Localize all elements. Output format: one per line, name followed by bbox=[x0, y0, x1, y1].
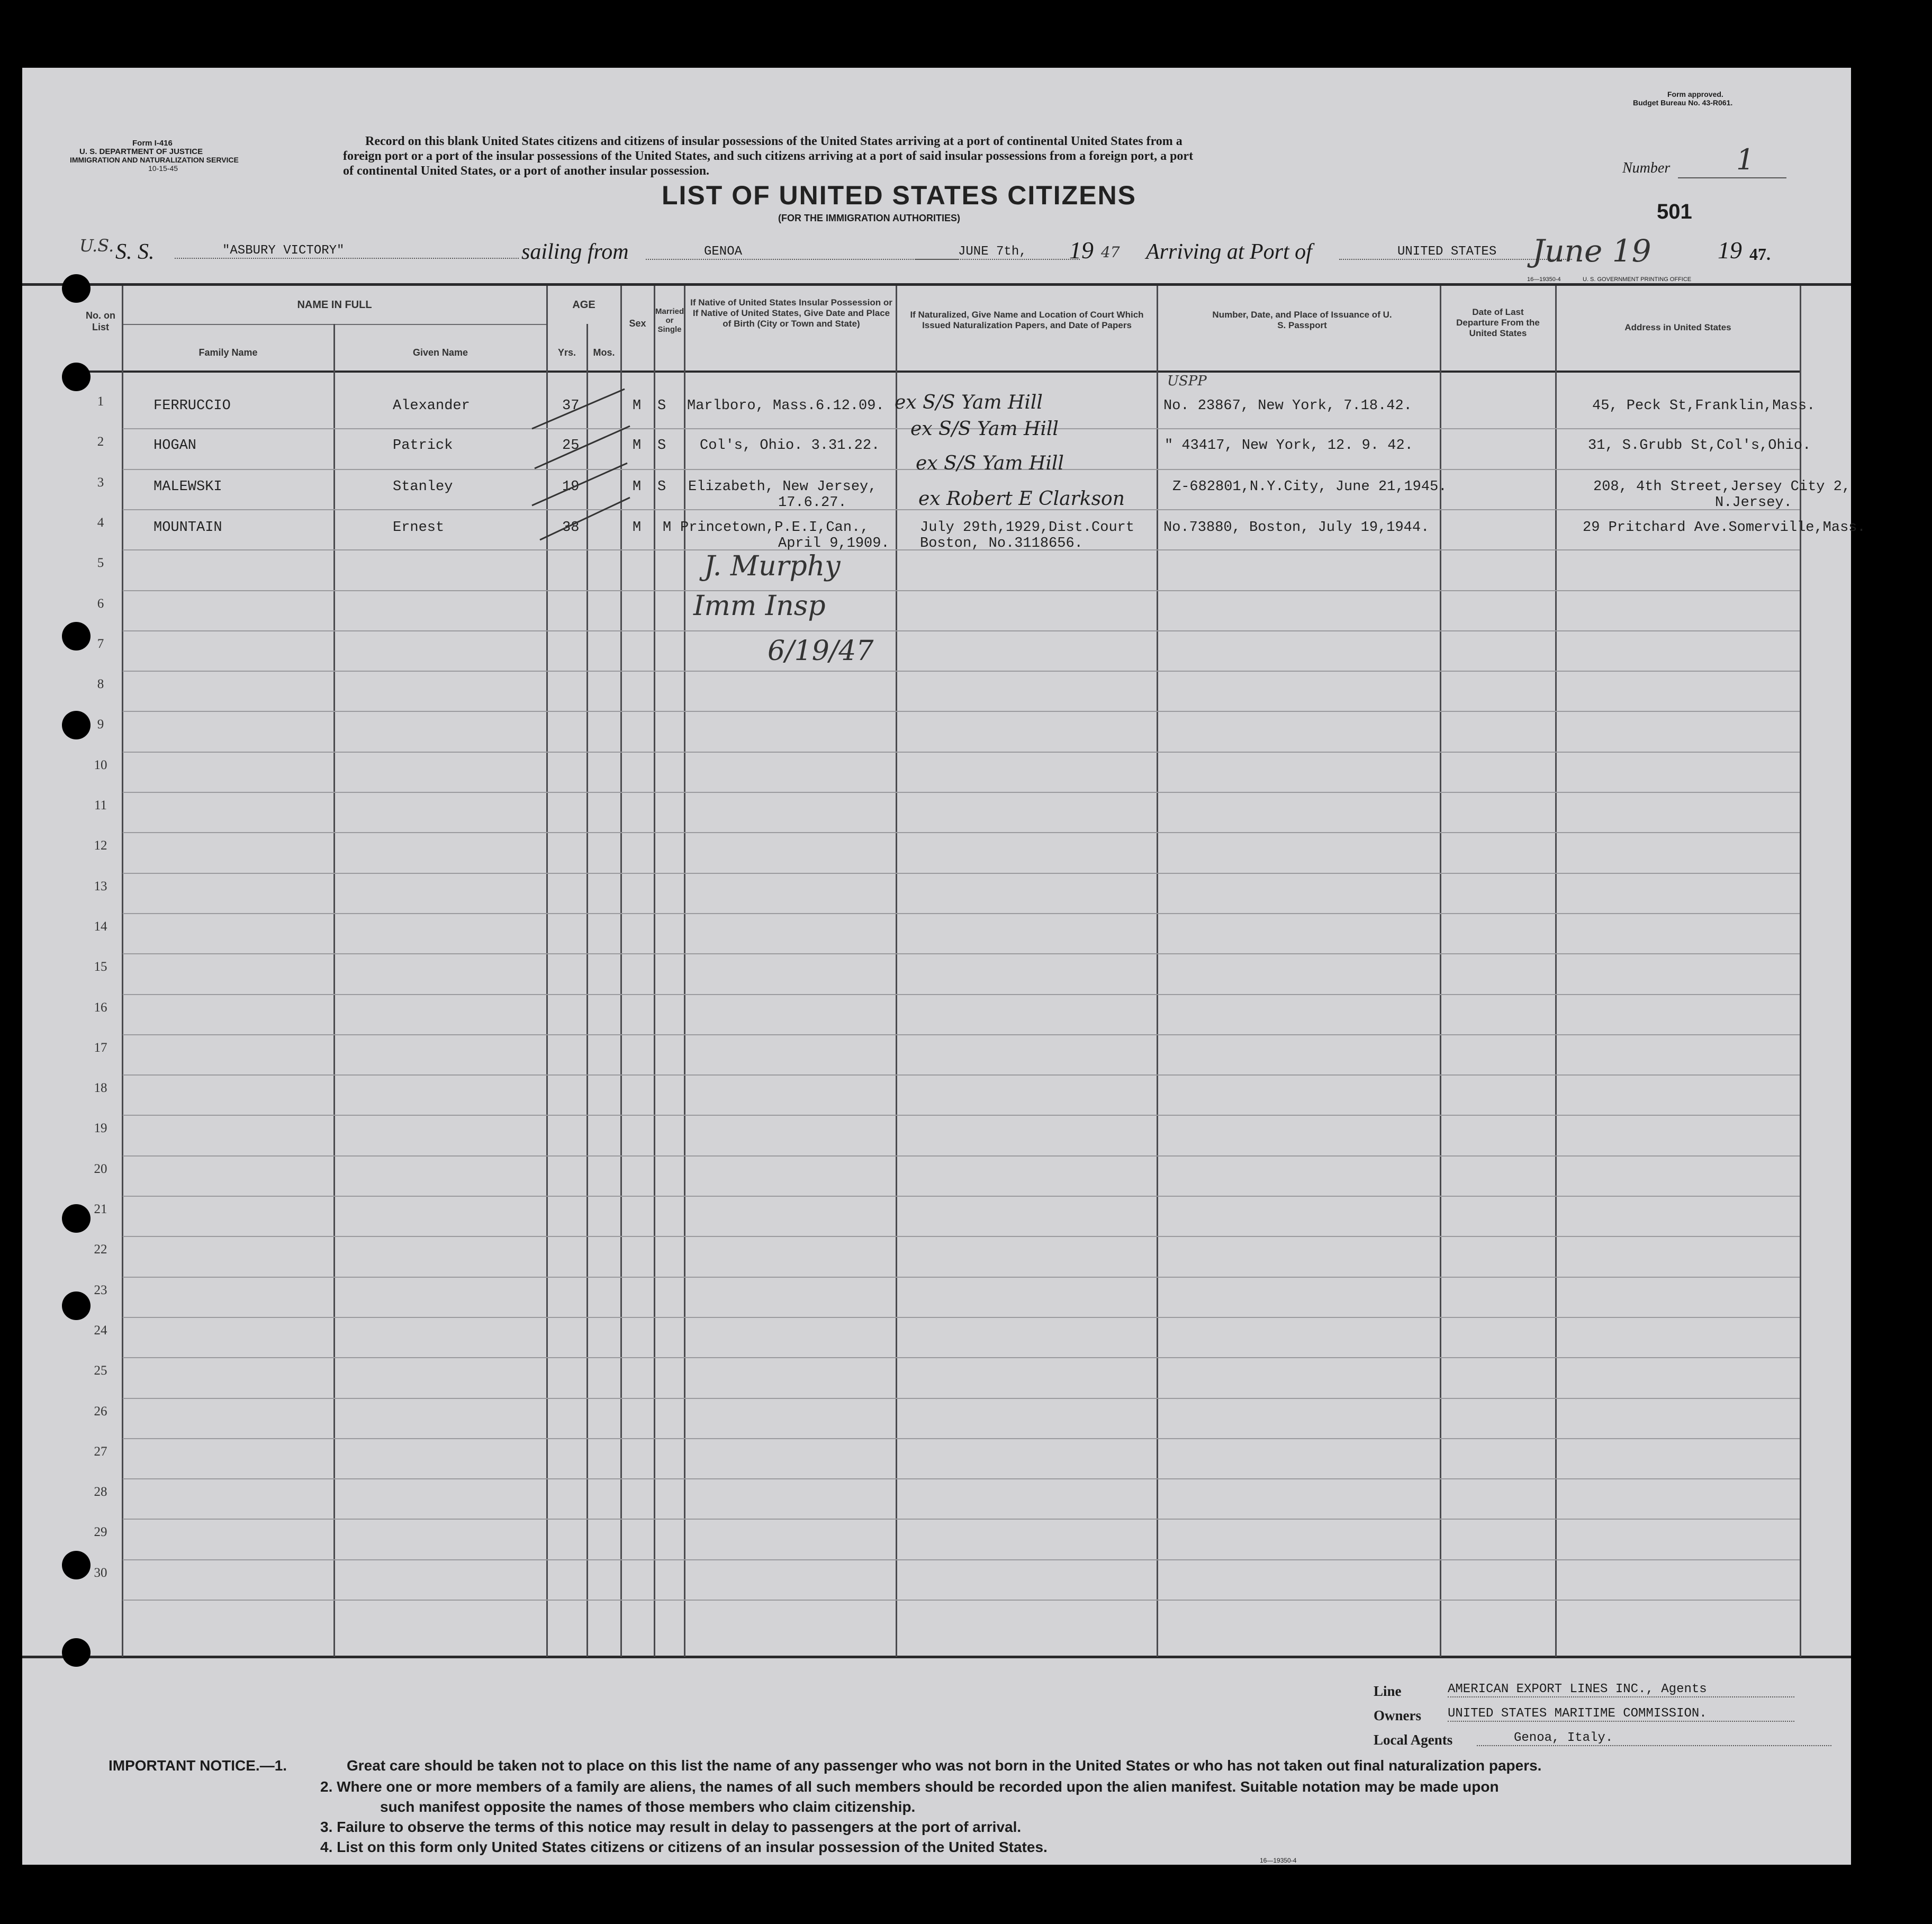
row-number: 15 bbox=[94, 960, 107, 974]
notice-heading: IMPORTANT NOTICE.—1. bbox=[109, 1757, 287, 1774]
row-rule bbox=[123, 1034, 1800, 1035]
inspector-signature: J. Murphy bbox=[704, 550, 841, 582]
birth-place: Marlboro, Mass.6.12.09. bbox=[687, 398, 884, 414]
ss-label: S. S. bbox=[115, 240, 155, 264]
row-rule bbox=[123, 1236, 1800, 1237]
naturalization-line-2: Boston, No.3118656. bbox=[920, 536, 1083, 552]
birth-place: Elizabeth, New Jersey, bbox=[688, 479, 877, 495]
family-name: MALEWSKI bbox=[154, 479, 222, 495]
address: 45, Peck St,Franklin,Mass. bbox=[1592, 398, 1816, 414]
row-number: 11 bbox=[94, 798, 107, 812]
row-rule bbox=[123, 1438, 1800, 1439]
punch-hole bbox=[62, 1638, 91, 1667]
form-approved: Form approved. bbox=[1667, 90, 1723, 98]
header-mos: Mos. bbox=[593, 347, 615, 358]
header-address: Address in United States bbox=[1624, 322, 1731, 332]
row-rule bbox=[123, 711, 1800, 712]
port-to-value: UNITED STATES bbox=[1339, 245, 1572, 260]
passport: " 43417, New York, 12. 9. 42. bbox=[1164, 438, 1413, 454]
row-rule bbox=[123, 1357, 1800, 1358]
notice-item-3: 3. Failure to observe the terms of this notice may result in delay to passengers at the port of arrival. bbox=[320, 1819, 1022, 1835]
col-line-native bbox=[896, 286, 897, 1657]
print-code: 16—19350-4 bbox=[1527, 276, 1561, 283]
row-number: 14 bbox=[94, 919, 107, 934]
row-number: 7 bbox=[97, 636, 104, 651]
row-rule bbox=[123, 1155, 1800, 1157]
owners-label: Owners bbox=[1374, 1708, 1421, 1723]
row-rule bbox=[123, 1196, 1800, 1197]
row-number: 24 bbox=[94, 1323, 107, 1338]
notice-item-2: 2. Where one or more members of a family are aliens, the names of all such members should be recorded upon the alien manifest. Suitable notation may be made upon bbox=[320, 1778, 1499, 1795]
line-label: Line bbox=[1374, 1683, 1402, 1699]
row-rule bbox=[123, 1600, 1800, 1601]
col-line-natur bbox=[1157, 286, 1158, 1657]
passport: No.73880, Boston, July 19,1944. bbox=[1163, 520, 1430, 536]
owners-value: UNITED STATES MARITIME COMMISSION. bbox=[1448, 1706, 1794, 1722]
sex: M bbox=[633, 479, 642, 495]
punch-hole bbox=[62, 1291, 91, 1320]
given-name: Patrick bbox=[393, 438, 453, 454]
instruction-line-2: foreign port or a port of the insular possessions of the United States, and such citizens arriving at a port of said insular possessions from a foreign port, a port bbox=[343, 149, 1194, 163]
header-bottom-rule bbox=[85, 371, 1800, 373]
row-rule bbox=[123, 671, 1800, 672]
header-naturalized: If Naturalized, Give Name and Location of Court Which Issued Naturalization Papers, and Date of Papers bbox=[910, 310, 1144, 330]
us-mark: U.S. bbox=[79, 236, 114, 256]
passport: No. 23867, New York, 7.18.42. bbox=[1163, 398, 1412, 414]
birth-date: April 9,1909. bbox=[778, 536, 890, 552]
arriving-label: Arriving at Port of bbox=[1146, 240, 1312, 264]
port-from bbox=[646, 245, 958, 260]
row-number: 9 bbox=[97, 717, 104, 732]
row-rule bbox=[123, 873, 1800, 874]
family-name: FERRUCCIO bbox=[154, 398, 231, 414]
instruction-line-1: Record on this blank United States citizens and citizens of insular possessions of the United States arriving at a port of continental United States from a bbox=[365, 134, 1182, 148]
row-number: 5 bbox=[97, 556, 104, 571]
row-number: 18 bbox=[94, 1081, 107, 1096]
punch-hole bbox=[62, 1204, 91, 1233]
passport: Z-682801,N.Y.City, June 21,1945. bbox=[1172, 479, 1447, 495]
row-number: 26 bbox=[94, 1404, 107, 1419]
sail-date-value: JUNE 7th, bbox=[916, 245, 1080, 260]
col-line-marital bbox=[684, 286, 685, 1657]
header-departure: Date of Last Departure From the United States bbox=[1456, 307, 1540, 338]
age-years: 19 bbox=[562, 479, 580, 495]
row-number: 20 bbox=[94, 1161, 107, 1176]
row-rule bbox=[123, 953, 1800, 954]
row-rule bbox=[123, 1519, 1800, 1520]
local-agents-label: Local Agents bbox=[1374, 1732, 1453, 1748]
sex: M bbox=[633, 438, 642, 454]
col-line-departure bbox=[1555, 286, 1557, 1657]
age-years: 37 bbox=[562, 398, 580, 414]
header-native: If Native of United States Insular Possession or If Native of United States, Give Date and Place of Birth (City or Town and State) bbox=[690, 297, 892, 329]
arrive-year-prefix: 19 bbox=[1718, 237, 1742, 264]
row-rule bbox=[123, 1115, 1800, 1116]
header-no: No. on List bbox=[86, 310, 115, 332]
given-name: Stanley bbox=[393, 479, 453, 495]
header-name-in-full: NAME IN FULL bbox=[297, 299, 372, 311]
naturalization-note: ex S/S Yam Hill bbox=[910, 418, 1059, 440]
ship-name bbox=[175, 243, 519, 259]
sailing-label: sailing from bbox=[521, 240, 629, 264]
row-rule bbox=[123, 994, 1800, 995]
form-date: 10-15-45 bbox=[148, 164, 178, 173]
row-number: 6 bbox=[97, 596, 104, 611]
row-rule bbox=[123, 590, 1800, 591]
number-underline bbox=[1678, 177, 1786, 178]
print-note: U. S. GOVERNMENT PRINTING OFFICE bbox=[1583, 276, 1692, 283]
header-family: Family Name bbox=[198, 347, 258, 358]
inspector-title: Imm Insp bbox=[693, 590, 826, 622]
line-value-wrap bbox=[1448, 1682, 1794, 1697]
service: IMMIGRATION AND NATURALIZATION SERVICE bbox=[70, 156, 239, 164]
row-number: 28 bbox=[94, 1485, 107, 1500]
punch-hole bbox=[62, 711, 91, 739]
stamp-number: 501 bbox=[1657, 200, 1692, 223]
row-rule bbox=[123, 1478, 1800, 1479]
sex: M bbox=[633, 520, 642, 536]
birth-place: Col's, Ohio. 3.31.22. bbox=[700, 438, 880, 454]
row-number: 3 bbox=[97, 475, 104, 490]
address: 31, S.Grubb St,Col's,Ohio. bbox=[1588, 438, 1811, 454]
row-number: 13 bbox=[94, 879, 107, 893]
row-number: 29 bbox=[94, 1525, 107, 1540]
birth-place: Princetown,P.E.I,Can., bbox=[680, 520, 869, 536]
number-value: 1 bbox=[1736, 143, 1755, 176]
punch-hole bbox=[62, 363, 91, 391]
given-name: Ernest bbox=[393, 520, 445, 536]
line-value: AMERICAN EXPORT LINES INC., Agents bbox=[1448, 1682, 1794, 1697]
row-rule bbox=[123, 1074, 1800, 1076]
naturalization-note: ex Robert E Clarkson bbox=[918, 488, 1125, 510]
arrive-date: June 19 bbox=[1532, 233, 1651, 269]
age-years: 25 bbox=[562, 438, 580, 454]
sail-year: 47 bbox=[1101, 243, 1120, 261]
owners-value-wrap bbox=[1448, 1706, 1794, 1722]
row-number: 22 bbox=[94, 1242, 107, 1257]
punch-hole bbox=[62, 1551, 91, 1579]
punch-hole bbox=[62, 622, 91, 651]
address: 29 Pritchard Ave.Somerville,Mass. bbox=[1583, 520, 1866, 536]
sail-date bbox=[916, 245, 1080, 260]
row-number: 10 bbox=[94, 757, 107, 772]
manifest-page bbox=[22, 68, 1851, 1865]
col-line-no bbox=[122, 286, 123, 1657]
row-number: 1 bbox=[97, 394, 104, 409]
naturalization-note: ex S/S Yam Hill bbox=[895, 392, 1043, 413]
instruction-line-3: of continental United States, or a port of another insular possession. bbox=[343, 164, 710, 178]
naturalization-note: ex S/S Yam Hill bbox=[916, 453, 1064, 474]
uspp-note: USPP bbox=[1167, 373, 1207, 389]
row-number: 16 bbox=[94, 1000, 107, 1015]
row-rule bbox=[123, 630, 1800, 631]
row-rule bbox=[123, 913, 1800, 914]
local-agents-value: Genoa, Italy. bbox=[1477, 1731, 1831, 1746]
row-rule bbox=[123, 1398, 1800, 1399]
ship-name-value: "ASBURY VICTORY" bbox=[175, 243, 519, 259]
row-number: 30 bbox=[94, 1565, 107, 1580]
row-number: 2 bbox=[97, 435, 104, 449]
row-number: 4 bbox=[97, 515, 104, 530]
row-number: 21 bbox=[94, 1202, 107, 1216]
notice-item-4: 4. List on this form only United States citizens or citizens of an insular possession of the United States. bbox=[320, 1839, 1048, 1855]
arrive-year: 47. bbox=[1749, 245, 1771, 264]
row-rule bbox=[123, 1559, 1800, 1560]
age-years: 38 bbox=[562, 520, 580, 536]
inspection-date: 6/19/47 bbox=[768, 635, 874, 667]
punch-hole bbox=[62, 274, 91, 303]
number-label: Number bbox=[1622, 160, 1671, 176]
budget-bureau: Budget Bureau No. 43-R061. bbox=[1633, 98, 1733, 107]
port-from-value: GENOA bbox=[646, 245, 958, 260]
row-number: 17 bbox=[94, 1040, 107, 1055]
row-number: 19 bbox=[94, 1121, 107, 1136]
col-line-family bbox=[333, 324, 335, 1657]
footer-code: 16—19350-4 bbox=[1260, 1857, 1297, 1864]
row-number: 27 bbox=[94, 1444, 107, 1459]
notice-item-2b: such manifest opposite the names of those members who claim citizenship. bbox=[380, 1799, 916, 1815]
address-line-2: N.Jersey. bbox=[1715, 495, 1792, 511]
row-rule bbox=[123, 1277, 1800, 1278]
sail-year-prefix: 19 bbox=[1069, 237, 1094, 264]
row-rule bbox=[123, 792, 1800, 793]
row-number: 23 bbox=[94, 1282, 107, 1297]
table-bottom-rule bbox=[22, 1656, 1851, 1658]
header-sex: Sex bbox=[629, 318, 646, 329]
local-agents-wrap bbox=[1477, 1731, 1831, 1746]
notice-item-1: Great care should be taken not to place on this list the name of any passenger who was not born in the United States or who has not taken out final naturalization papers. bbox=[347, 1757, 1542, 1774]
sex: M bbox=[633, 398, 642, 414]
family-name: HOGAN bbox=[154, 438, 197, 454]
header-given: Given Name bbox=[412, 347, 468, 358]
address: 208, 4th Street,Jersey City 2, bbox=[1593, 479, 1851, 495]
marital: S bbox=[657, 479, 666, 495]
department: U. S. DEPARTMENT OF JUSTICE bbox=[79, 147, 203, 156]
marital: M bbox=[663, 520, 672, 536]
header-passport: Number, Date, and Place of Issuance of U. S. Passport bbox=[1212, 310, 1392, 330]
age-strike-marks bbox=[529, 378, 667, 548]
given-name: Alexander bbox=[393, 398, 470, 414]
table-top-rule bbox=[22, 283, 1851, 286]
row-rule bbox=[123, 1317, 1800, 1318]
header-age: AGE bbox=[572, 299, 595, 311]
naturalization: July 29th,1929,Dist.Court bbox=[920, 520, 1135, 536]
marital: S bbox=[657, 438, 666, 454]
form-id: Form I-416 bbox=[132, 139, 173, 148]
page-subtitle: (FOR THE IMMIGRATION AUTHORITIES) bbox=[778, 213, 960, 223]
page-title: LIST OF UNITED STATES CITIZENS bbox=[662, 180, 1137, 210]
birth-date: 17.6.27. bbox=[778, 495, 847, 511]
header-yrs: Yrs. bbox=[557, 347, 576, 358]
row-number: 8 bbox=[97, 677, 104, 692]
header-married: Married or Single bbox=[655, 307, 684, 334]
row-rule bbox=[123, 752, 1800, 753]
row-rule bbox=[123, 832, 1800, 833]
row-number: 12 bbox=[94, 838, 107, 853]
family-name: MOUNTAIN bbox=[154, 520, 222, 536]
row-number: 25 bbox=[94, 1363, 107, 1378]
marital: S bbox=[657, 398, 666, 414]
